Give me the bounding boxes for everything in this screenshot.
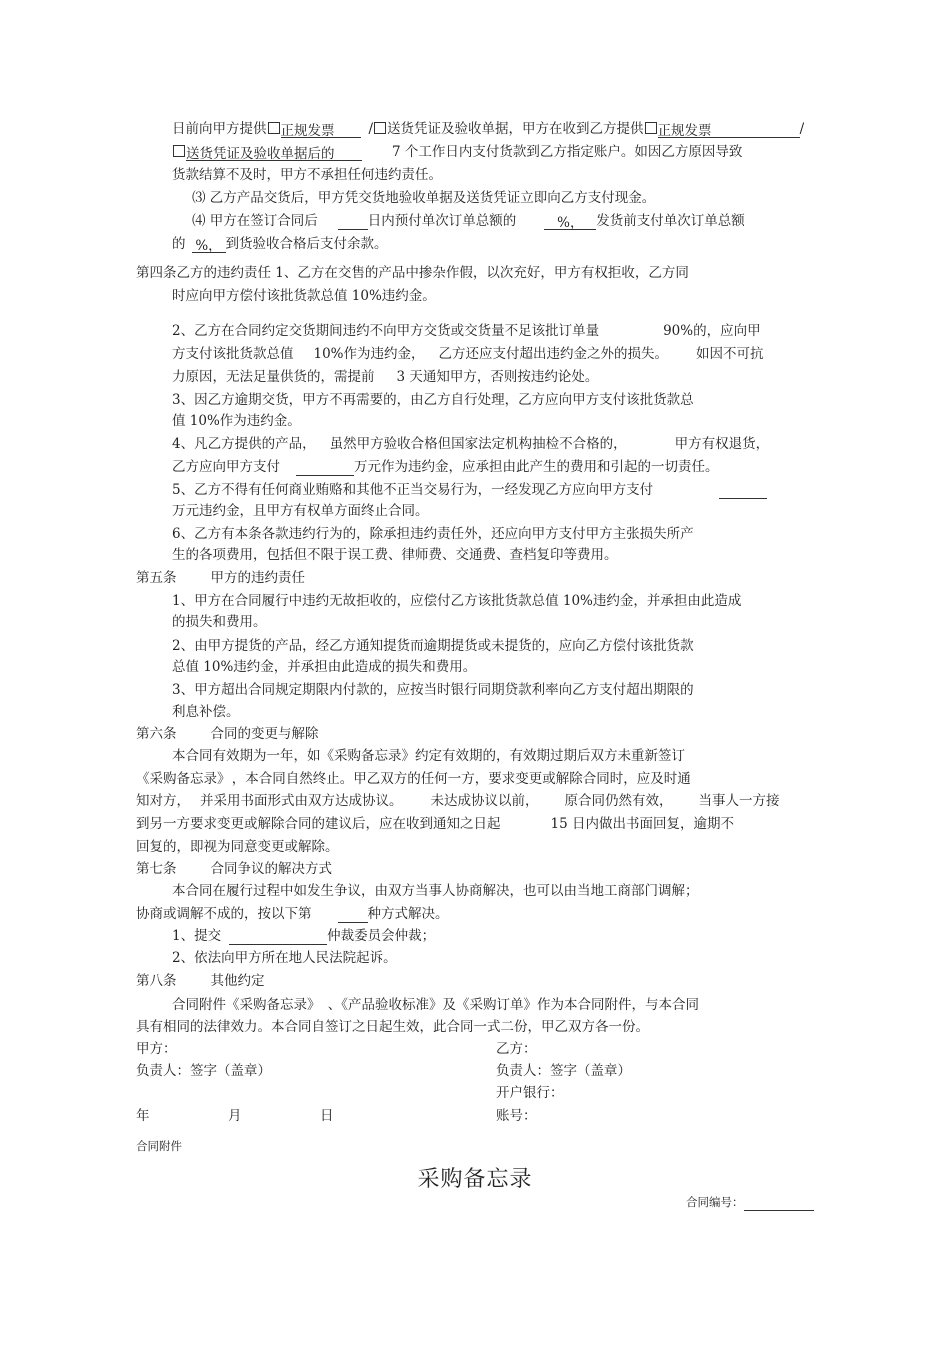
article-7-line-2: 协商或调解不成的，按以下第 种方式解决。 [136,906,449,922]
party-a-signatory: 负责人：签字（盖章） [136,1063,271,1079]
article-4-item-5-line-2: 万元违约金，且甲方有权单方面终止合同。 [172,503,429,519]
checkbox-invoice-1[interactable] [268,122,280,134]
blank-arbitration-committee[interactable] [229,929,327,945]
memo-title: 采购备忘录 [417,1167,533,1192]
article-5-heading: 第五条 甲方的违约责任 [136,570,305,586]
clause-3-item-4-line-2: 的 %， 到货验收合格后支付余款。 [172,236,388,254]
checkbox-delivery-2[interactable] [173,145,185,157]
checkbox-delivery-1[interactable] [374,122,386,134]
field-invoice-2: 正规发票 [658,122,800,138]
article-4-item-4-line-1: 4、凡乙方提供的产品， 虽然甲方验收合格但国家法定机构抽检不合格的， 甲方有权退货， [172,436,770,452]
blank-ship-percent[interactable]: %， [192,237,226,253]
clause-3-payment-line-1: 日前向甲方提供 正规发票 / 送货凭证及验收单据，甲方在收到乙方提供 正规发票 / [172,121,805,139]
article-7-line-1: 本合同在履行过程中如发生争议，由双方当事人协商解决，也可以由当地工商部门调解； [172,883,699,899]
date-year-label: 年 [136,1108,150,1124]
article-8-heading: 第八条 其他约定 [136,973,265,989]
article-7-item-2: 2、依法向甲方所在地人民法院起诉。 [172,950,397,966]
article-4-item-1-cont: 时应向甲方偿付该批货款总值 10%违约金。 [172,288,436,304]
article-4-item-6-line-1: 6、乙方有本条各款违约行为的，除承担违约责任外，还应向甲方支付甲方主张损失所产 [172,526,694,542]
article-5-item-3-line-2: 利息补偿。 [172,704,240,720]
field-invoice-1: 正规发票 [281,122,361,138]
clause-3-item-4-line-1: ⑷ 甲方在签订合同后 日内预付单次订单总额的 %， 发货前支付单次订单总额 [192,213,745,231]
article-7-item-1: 1、提交 仲裁委员会仲裁； [172,928,436,944]
article-6-line-3: 知对方， 并采用书面形式由双方达成协议。 未达成协议以前， 原合同仍然有效， 当事人一方接 [136,793,780,809]
article-4-item-4-line-2: 乙方应向甲方支付 万元作为违约金，应承担由此产生的费用和引起的一切责任。 [172,459,719,475]
article-4-item-5-line-1: 5、乙方不得有任何商业贿赂和其他不正当交易行为，一经发现乙方应向甲方支付 [172,481,767,499]
clause-3-item-3: ⑶ 乙方产品交货后，甲方凭交货地验收单据及送货凭证立即向乙方支付现金。 [192,190,656,206]
article-5-item-1-line-1: 1、甲方在合同履行中违约无故拒收的，应偿付乙方该批货款总值 10%违约金，并承担由此造成 [172,593,742,609]
article-4-item-3-line-2: 值 10%作为违约金。 [172,413,301,429]
field-delivery-2: 送货凭证及验收单据后的 [186,145,362,161]
article-5-item-3-line-1: 3、甲方超出合同规定期限内付款的，应按当时银行同期贷款利率向乙方支付超出期限的 [172,682,694,698]
blank-penalty-amount-2[interactable] [719,483,767,499]
party-b-bank-label: 开户银行： [496,1085,564,1101]
blank-prepay-percent[interactable]: %， [544,214,596,230]
article-6-line-5: 回复的，即视为同意变更或解除。 [136,839,339,855]
date-day-label: 日 [320,1108,334,1124]
contract-number: 合同编号： [686,1193,814,1211]
party-b-account-label: 账号： [496,1108,537,1124]
party-b-signatory: 负责人：签字（盖章） [496,1063,631,1079]
article-4-heading: 第四条乙方的违约责任 1、乙方在交售的产品中掺杂作假，以次充好，甲方有权拒收，乙方同 [136,265,689,281]
party-b-label: 乙方： [496,1041,537,1057]
article-6-line-4: 到另一方要求变更或解除合同的建议后，应在收到通知之日起 15 日内做出书面回复，逾期不 [136,816,734,832]
article-5-item-2-line-1: 2、由甲方提货的产品，经乙方通知提货而逾期提货或未提货的，应向乙方偿付该批货款 [172,638,694,654]
article-5-item-1-line-2: 的损失和费用。 [172,614,267,630]
blank-resolution-method[interactable] [338,907,368,923]
article-6-line-1: 本合同有效期为一年，如《采购备忘录》约定有效期的，有效期过期后双方未重新签订 [172,748,685,764]
article-4-item-3-line-1: 3、因乙方逾期交货，甲方不再需要的，由乙方自行处理，乙方应向甲方支付该批货款总 [172,392,694,408]
article-6-heading: 第六条 合同的变更与解除 [136,726,319,742]
article-7-heading: 第七条 合同争议的解决方式 [136,861,332,877]
clause-3-payment-line-2: 送货凭证及验收单据后的 7 个工作日内支付货款到乙方指定账户。如因乙方原因导致 [172,143,742,161]
article-6-line-2: 《采购备忘录》 ，本合同自然终止。甲乙双方的任何一方，要求变更或解除合同时，应及时通 [136,771,691,787]
article-4-item-2-line-2: 方支付该批货款总值 10%作为违约金， 乙方还应支付超出违约金之外的损失。 如因不可抗 [172,346,764,362]
date-month-label: 月 [228,1108,242,1124]
article-8-line-2: 具有相同的法律效力。本合同自签订之日起生效，此合同一式二份，甲乙双方各一份。 [136,1019,649,1035]
checkbox-invoice-2[interactable] [645,122,657,134]
article-4-item-6-line-2: 生的各项费用，包括但不限于误工费、律师费、交通费、查档复印等费用。 [172,547,618,563]
blank-penalty-amount-1[interactable] [296,460,354,476]
article-4-item-2-line-3: 力原因，无法足量供货的，需提前 3 天通知甲方，否则按违约论处。 [172,369,599,385]
party-a-label: 甲方： [136,1041,177,1057]
article-4-item-2-line-1: 2、乙方在合同约定交货期间违约不向甲方交货或交货量不足该批订单量 90%的，应向甲 [172,323,761,339]
clause-3-payment-line-3: 货款结算不及时，甲方不承担任何违约责任。 [172,167,442,183]
attachment-label: 合同附件 [136,1139,182,1153]
article-8-line-1: 合同附件《采购备忘录》 、《产品验收标准》及《采购订单》作为本合同附件，与本合同 [172,997,699,1013]
blank-prepay-days[interactable] [338,214,368,230]
article-5-item-2-line-2: 总值 10%违约金，并承担由此造成的损失和费用。 [172,659,477,675]
blank-contract-number[interactable] [744,1197,814,1211]
